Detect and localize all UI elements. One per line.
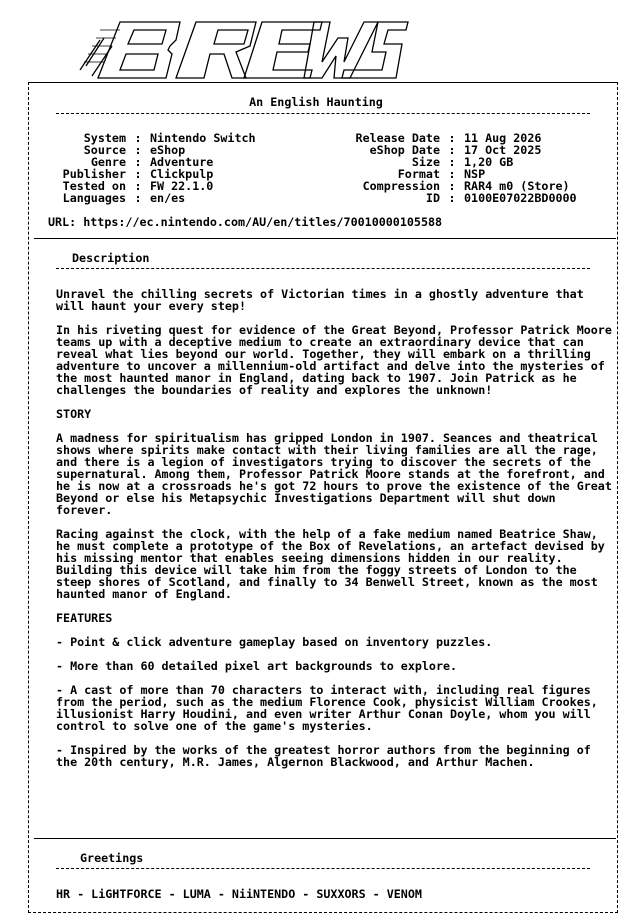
info-value: Clickpulp (150, 167, 214, 181)
info-value: 11 Aug 2026 (464, 131, 542, 145)
greetings-text: HR - LiGHTFORCE - LUMA - NiiNTENDO - SUXXORS - VENOM (56, 887, 422, 901)
release-title: An English Haunting (249, 95, 383, 109)
section-divider (34, 238, 616, 239)
description-paragraph: Unravel the chilling secrets of Victorian times in a ghostly adventure that will haunt your every step! (56, 287, 584, 313)
info-value: RAR4 m0 (Store) (464, 179, 570, 193)
greetings-underline (56, 868, 590, 869)
title-underline (56, 113, 590, 114)
story-paragraph: A madness for spiritualism has gripped London in 1907. Seances and theatrical shows where spirits make contact with their living families are all the rage, and there is a legion of investigators trying to discover the secrets of the supernatural. Among them, Professor Patrick Moore stands at the forefront, and he is now at a crossroads he's got 72 hours to prove the existence of the Great Beyond or else his Metapsychic Investigations Department will shut down forever. (56, 431, 612, 517)
info-colon: : (134, 131, 142, 145)
info-colon: : (448, 131, 456, 145)
features-heading: FEATURES (56, 611, 113, 625)
info-colon: : (448, 179, 456, 193)
info-right (320, 132, 577, 204)
feature-item: - More than 60 detailed pixel art backgrounds to explore. (56, 659, 458, 673)
info-label: Publisher (62, 167, 126, 181)
description-paragraph: In his riveting quest for evidence of the Great Beyond, Professor Patrick Moore teams up with a deceptive medium to create an extraordinary device that can reveal what lies beyond our world. Together, they will embark on a thrilling adventure to uncover a millennium-old artifact and delve into the mysteries of the most haunted manor in England, dating back to 1907. Join Patrick as he challenges the boundaries of reality and explores the unknown! (56, 323, 612, 397)
info-label: Languages (62, 191, 126, 205)
info-colon: : (448, 191, 456, 205)
info-value: NSP (464, 167, 486, 181)
info-colon: : (448, 143, 456, 157)
description-heading: Description (72, 251, 150, 265)
info-colon: : (134, 167, 142, 181)
info-value: FW 22.1.0 (150, 179, 214, 193)
story-heading: STORY (56, 407, 92, 421)
info-label: Source (83, 143, 126, 157)
info-colon: : (448, 155, 456, 169)
description-underline (56, 268, 590, 269)
info-value: 1,20 GB (464, 155, 514, 169)
info-value: eShop (150, 143, 186, 157)
description-body (56, 288, 616, 780)
info-value: Adventure (150, 155, 214, 169)
info-colon: : (134, 191, 142, 205)
feature-item: - Point & click adventure gameplay based on inventory puzzles. (56, 635, 493, 649)
info-colon: : (134, 179, 142, 193)
info-label: Size (411, 155, 440, 169)
story-paragraph: Racing against the clock, with the help of a fake medium named Beatrice Shaw, he must complete a prototype of the Box of Revelations, an artefact devised by his missing mentor that enables seeing dimensions hidden in our reality. Building this device will take him from the foggy streets of London to the steep shores of Scotland, and finally to 34 Benwell Street, known as the most haunted manor of England. (56, 527, 605, 601)
info-label: Genre (90, 155, 126, 169)
info-label: eShop Date (369, 143, 440, 157)
greetings-heading: Greetings (80, 851, 144, 865)
info-colon: : (134, 155, 142, 169)
info-row (48, 192, 256, 204)
info-label: System (83, 131, 126, 145)
info-left (48, 132, 256, 204)
url-label: URL: (48, 215, 77, 229)
info-label: Release Date (355, 131, 440, 145)
info-value: Nintendo Switch (150, 131, 256, 145)
info-colon: : (134, 143, 142, 157)
feature-item: - A cast of more than 70 characters to interact with, including real figures from the period, such as the medium Florence Cook, physicist William Crookes, illusionist Harry Houdini, and even writer Arthur Conan Doyle, whom you will control to solve one of the game's mysteries. (56, 683, 598, 733)
store-url-link[interactable]: https://ec.nintendo.com/AU/en/titles/70010000105588 (83, 215, 443, 229)
info-colon: : (448, 167, 456, 181)
info-row (320, 192, 577, 204)
info-label: Tested on (62, 179, 126, 193)
brews-logo (0, 0, 632, 88)
info-label: ID (425, 191, 440, 205)
info-value: 17 Oct 2025 (464, 143, 542, 157)
info-value: 0100E07022BD0000 (464, 191, 577, 205)
info-value: en/es (150, 191, 186, 205)
feature-item: - Inspired by the works of the greatest horror authors from the beginning of the 20th century, M.R. James, Algernon Blackwood, and Arthur Machen. (56, 743, 591, 769)
url-line (48, 216, 442, 228)
info-label: Format (397, 167, 440, 181)
section-divider (34, 838, 616, 839)
info-label: Compression (362, 179, 440, 193)
